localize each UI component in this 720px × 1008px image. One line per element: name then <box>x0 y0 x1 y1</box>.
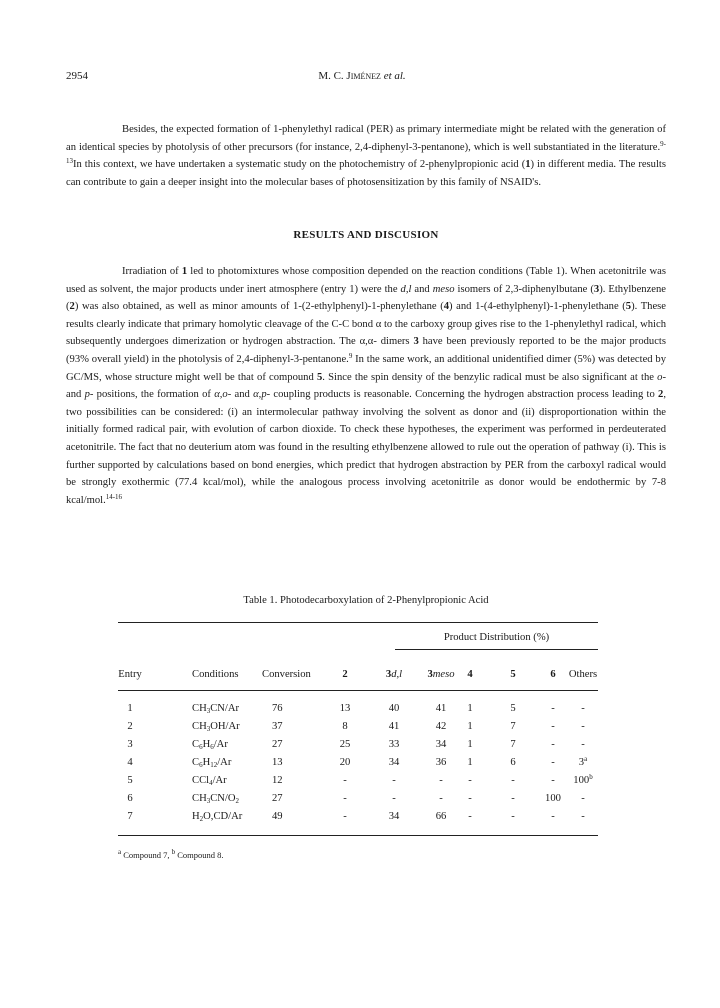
running-author: M. C. Jiménez <box>318 70 381 82</box>
results-text-q: and <box>231 389 254 401</box>
results-para: p- <box>84 389 94 401</box>
cond-text: /Ar <box>213 739 228 750</box>
cell-conversion: 27 <box>272 793 283 804</box>
results-cmpd-1: 1 <box>181 266 188 277</box>
cell-others <box>581 721 585 732</box>
results-text-d: and <box>411 283 433 295</box>
cell-c6: - <box>551 757 555 768</box>
cell-c3meso: 42 <box>435 721 447 732</box>
results-text-s: , two possibilities can be considered: (i) an intermolecular pathway involving the solvent as donor and (ii) disproportionation within the initially formed radical pair, with evolution of carbon dioxide. To check these hypotheses, the experiment was performed in perdeuterated acetonitrile. The fact that no deuterium atom was found in the resulting ethylbenzene allowed to rule out the operation of pathway (i). This is further supported by calculations based on bond energies, which predict that hydrogen abstraction by PER from the carboxyl radical would be strongly exothermic (77.4 kcal/mol), while the analogous process involving acetonitrile as donor would be endothermic by 7-8 kcal/mol. <box>66 389 666 506</box>
cell-entry: 6 <box>127 793 133 804</box>
cell-c5: - <box>511 775 515 786</box>
cell-c2: - <box>343 793 347 804</box>
cell-c2: - <box>343 775 347 786</box>
running-title <box>66 70 658 82</box>
cell-c5: 6 <box>510 757 516 768</box>
cell-conversion: 13 <box>272 757 283 768</box>
results-cmpd-2b: 2 <box>658 389 664 401</box>
cell-others <box>581 811 585 822</box>
intro-paragraph <box>66 121 666 191</box>
col-compound-6: 6 <box>550 669 556 680</box>
cond-subscript: 12 <box>210 761 218 769</box>
others-footnote-mark: a <box>584 755 588 763</box>
cell-c3dl: - <box>392 793 396 804</box>
cell-conversion: 76 <box>272 703 283 714</box>
intro-compound-1: 1 <box>525 159 531 171</box>
cond-subscript: 2 <box>199 815 204 823</box>
table-top-rule <box>118 622 598 623</box>
results-ref-9: 9 <box>348 351 353 360</box>
cond-text: /Ar <box>217 757 232 768</box>
cell-c3dl: - <box>392 775 396 786</box>
table-header-rule <box>118 690 598 691</box>
cond-subscript: 3 <box>206 797 211 805</box>
cell-conditions <box>192 739 228 750</box>
cell-others <box>581 703 585 714</box>
cell-entry: 3 <box>127 739 133 750</box>
results-cmpd-2: 2 <box>69 301 75 313</box>
results-cmpd-5: 5 <box>625 301 632 313</box>
cell-entry: 7 <box>127 811 133 822</box>
cond-text: OH/Ar <box>210 721 240 732</box>
cond-text: CN/Ar <box>210 703 240 714</box>
others-value: - <box>581 703 585 714</box>
cell-others <box>581 793 585 804</box>
col-compound-3meso <box>427 669 454 680</box>
cell-c3meso: - <box>439 775 443 786</box>
cell-c3dl: 33 <box>388 739 400 750</box>
cond-subscript: 6 <box>199 743 203 751</box>
results-ortho: o- <box>657 371 666 383</box>
results-cmpd-3: 3 <box>593 283 600 295</box>
results-text-g: ) was also obtained, as well as minor amounts of 1-(2-ethylphenyl)-1-phenylethane ( <box>74 301 444 313</box>
col-compound-2: 2 <box>342 669 348 680</box>
others-value: - <box>581 811 585 822</box>
col-conditions: Conditions <box>192 669 239 680</box>
cond-subscript: 3 <box>206 725 211 733</box>
col-others: Others <box>568 669 598 680</box>
cond-text: CN/O <box>210 793 236 804</box>
cell-c5: 7 <box>510 739 516 750</box>
cell-c5: 5 <box>510 703 516 714</box>
col-3meso-it: meso <box>432 669 455 680</box>
cond-text: H <box>202 757 211 768</box>
table-bottom-rule <box>118 835 598 836</box>
col-compound-5: 5 <box>510 669 516 680</box>
results-text-k: In the same work, an additional unidentified dimer (5%) was detected by GC/MS, whose structure might well be that of compound <box>66 353 666 383</box>
results-text-n: positions, the formation of <box>93 389 215 401</box>
results-text-a: Irradiation of <box>122 266 182 277</box>
cell-c3dl: 34 <box>388 811 400 822</box>
cond-subscript: 6 <box>210 743 214 751</box>
results-cmpd-4: 4 <box>443 301 450 313</box>
others-value: - <box>581 739 585 750</box>
col-compound-3dl <box>386 669 402 680</box>
cell-conditions <box>192 775 227 786</box>
cell-c3meso: 41 <box>435 703 447 714</box>
cell-c2: 20 <box>339 757 351 768</box>
table-caption: Table 1. Photodecarboxylation of 2-Phenylpropionic Acid <box>243 595 489 606</box>
cell-c5: - <box>511 811 515 822</box>
results-text-h: ) and 1-(4-ethylphenyl)-1-phenylethane ( <box>449 301 626 313</box>
cond-text: O,CD/Ar <box>203 811 243 822</box>
cell-c3meso: - <box>439 793 443 804</box>
cell-c5: - <box>511 793 515 804</box>
group-header-rule <box>395 649 598 650</box>
cell-c6: - <box>551 811 555 822</box>
results-paragraph <box>66 263 666 509</box>
cell-c6: 100 <box>545 793 561 804</box>
results-alpha-para: α,p- <box>253 389 271 401</box>
cell-others <box>573 775 592 786</box>
cond-subscript: 2 <box>235 797 240 805</box>
cell-c2: 25 <box>339 739 351 750</box>
cell-conversion: 12 <box>272 775 283 786</box>
running-header <box>66 70 658 86</box>
cell-c3dl: 41 <box>388 721 400 732</box>
cell-conditions <box>192 703 239 714</box>
cell-conditions <box>192 721 240 732</box>
footnote-b-text: Compound 8. <box>175 850 224 860</box>
cell-c4: 1 <box>467 703 473 714</box>
cell-c4: 1 <box>467 721 473 732</box>
others-value: - <box>581 721 585 732</box>
cond-text: CH <box>192 703 207 714</box>
results-text-l: . Since the spin density of the benzylic radical must be also significant at the <box>322 371 658 383</box>
cell-c3meso: 34 <box>435 739 447 750</box>
results-ref-14: 14-16 <box>105 492 123 501</box>
cell-entry: 4 <box>127 757 133 768</box>
col-3dl-num: 3 <box>385 669 392 680</box>
cell-conversion: 27 <box>272 739 283 750</box>
cell-c2: 13 <box>339 703 351 714</box>
running-etal: et al. <box>383 70 406 82</box>
cond-subscript: 6 <box>199 761 203 769</box>
cell-entry: 1 <box>127 703 133 714</box>
cell-c6: - <box>551 703 555 714</box>
results-cmpd-3b: 3 <box>413 336 419 348</box>
results-dl: d,l <box>400 283 412 295</box>
cell-conversion: 49 <box>272 811 283 822</box>
cell-c4: 1 <box>467 739 473 750</box>
results-text-j: have been previously reported to be the major products (93% overall yield) in the photolysis of 2,4-diphenyl-3-pentanone. <box>66 336 666 365</box>
footnote-b-mark: b <box>171 848 176 856</box>
cell-conditions <box>192 757 231 768</box>
cond-text: H <box>202 739 211 750</box>
cell-conditions <box>192 811 242 822</box>
results-text-f: ). Ethylbenzene ( <box>66 283 667 313</box>
intro-text-1: Besides, the expected formation of 1-phenylethyl radical (PER) as primary intermediate might be related with the generation of an identical species by photolysis of other precursors (for instance, 2,4-diphenyl-3-pentanone), which is well substantiated in the literature. <box>66 124 666 153</box>
cell-c4: - <box>468 811 472 822</box>
col-3meso-num: 3 <box>427 669 433 680</box>
cond-subscript: 3 <box>206 707 211 715</box>
col-3dl-it: d,l <box>391 669 403 680</box>
intro-ref-1: 9-13 <box>66 139 666 166</box>
results-text-r: coupling products is reasonable. Concerning the hydrogen abstraction process leading to <box>270 389 659 401</box>
cell-c3dl: 34 <box>388 757 400 768</box>
cell-c6: - <box>551 721 555 732</box>
others-value: 3 <box>578 757 585 768</box>
cell-c2: 8 <box>342 721 348 732</box>
results-text-i: ). These results clearly indicate that primary homolytic cleavage of the C-C bond α to the carboxy group gives rise to the 1-phenylethyl radical, which subsequently undergoes dimerization or hydrogen abstraction. The α,α- dimers <box>66 301 666 348</box>
cond-text: CH <box>192 721 207 732</box>
section-heading: RESULTS AND DISCUSION <box>293 229 439 241</box>
col-conversion: Conversion <box>262 669 311 680</box>
footnote-a-text: Compound 7, <box>121 850 172 860</box>
cell-c3meso: 66 <box>435 811 447 822</box>
cond-text: CCl <box>192 775 210 786</box>
cell-c6: - <box>551 775 555 786</box>
others-footnote-mark: b <box>589 773 593 781</box>
cell-c5: 7 <box>510 721 516 732</box>
cond-text: H <box>192 811 200 822</box>
others-value: 100 <box>573 775 590 786</box>
group-header: Product Distribution (%) <box>443 632 550 643</box>
intro-text-2: In this context, we have undertaken a systematic study on the photochemistry of 2-phenylpropionic acid ( <box>73 159 526 171</box>
cond-text: CH <box>192 793 207 804</box>
intro-text-3: ) in different media. The results can contribute to gain a deeper insight into the molecular bases of photosensitization by this family of NSAID's. <box>66 159 666 188</box>
cell-entry: 5 <box>127 775 133 786</box>
cond-text: C <box>192 757 200 768</box>
cond-text: /Ar <box>212 775 227 786</box>
cell-conditions <box>192 793 239 804</box>
cell-c3dl: 40 <box>388 703 400 714</box>
cell-others <box>581 739 585 750</box>
results-text-c: led to photomixtures whose composition depended on the reaction conditions (Table 1). When acetonitrile was used as solvent, the major products under inert atmosphere (entry 1) were the <box>66 266 666 295</box>
results-alpha-ortho: α,o- <box>214 389 232 401</box>
cell-c3meso: 36 <box>435 757 447 768</box>
footnote-a-mark: a <box>118 848 122 856</box>
col-entry: Entry <box>118 669 142 680</box>
cond-text: C <box>192 739 200 750</box>
cell-entry: 2 <box>127 721 133 732</box>
table-footnote <box>118 850 224 860</box>
page-number: 2954 <box>66 70 88 82</box>
results-text-e: isomers of 2,3-diphenylbutane ( <box>454 283 594 295</box>
cell-c4: - <box>468 793 472 804</box>
results-meso: meso <box>432 283 455 295</box>
cell-c2: - <box>343 811 347 822</box>
cell-c4: 1 <box>467 757 473 768</box>
results-text-m: and <box>66 389 85 401</box>
results-cmpd-5b: 5 <box>316 371 323 383</box>
cell-c4: - <box>468 775 472 786</box>
cell-conversion: 37 <box>272 721 283 732</box>
cell-c6: - <box>551 739 555 750</box>
col-compound-4: 4 <box>467 669 473 680</box>
others-value: - <box>581 793 585 804</box>
cond-subscript: 4 <box>209 779 213 787</box>
cell-others <box>579 757 587 768</box>
